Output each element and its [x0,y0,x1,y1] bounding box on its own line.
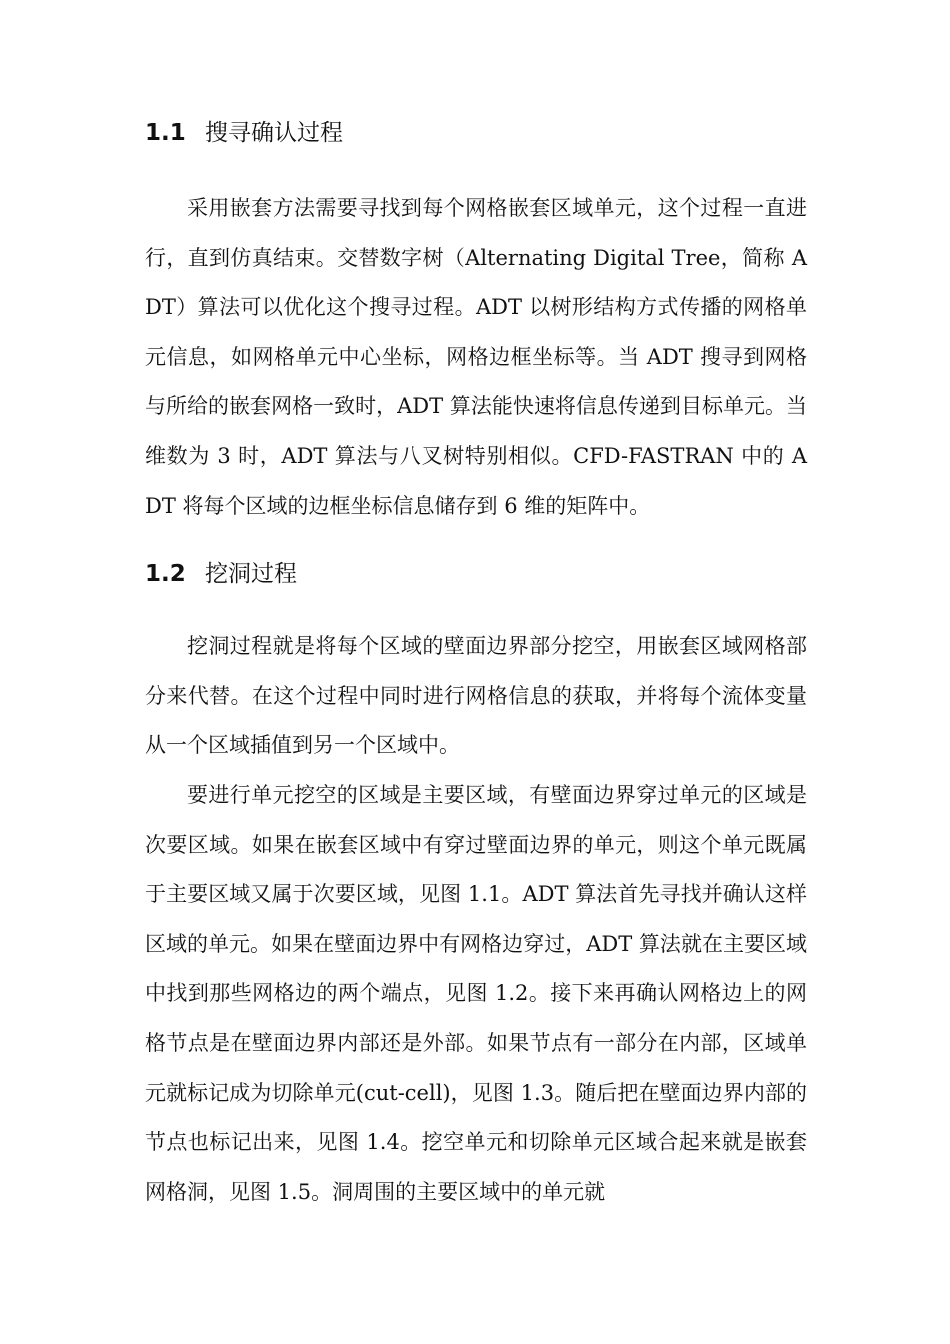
section-number: 1.1 [145,120,186,146]
section-title: 搜寻确认过程 [205,120,343,146]
section-heading-1-1 [145,118,343,148]
paragraph-hole-cutting-detail: 要进行单元挖空的区域是主要区域，有壁面边界穿过单元的区域是次要区域。如果在嵌套区域中有穿过壁面边界的单元，则这个单元既属于主要区域又属于次要区域，见图 1.1。ADT 算法首先寻找并确认这样区域的单元。如果在壁面边界中有网格边穿过，ADT 算法就在主要区域中找到那些网格边的两个端点，见图 1.2。接下来再确认网格边上的网格节点是在壁面边界内部还是外部。如果节点有一部分在内部，区域单元就标记成为切除单元(cut-cell)，见图 1.3。随后把在壁面边界内部的节点也标记出来，见图 1.4。挖空单元和切除单元区域合起来就是嵌套网格洞，见图 1.5。洞周围的主要区域中的单元就 [145,783,807,1204]
section-number: 1.2 [145,561,186,587]
paragraph-hole-cutting-intro: 挖洞过程就是将每个区域的壁面边界部分挖空，用嵌套区域网格部分来代替。在这个过程中同时进行网格信息的获取，并将每个流体变量从一个区域插值到另一个区域中。 [145,634,807,758]
paragraph-adt-search: 采用嵌套方法需要寻找到每个网格嵌套区域单元，这个过程一直进行，直到仿真结束。交替数字树（Alternating Digital Tree，简称 ADT）算法可以优化这个搜寻过程。ADT 以树形结构方式传播的网格单元信息，如网格单元中心坐标，网格边框坐标等。当 ADT 搜寻到网格与所给的嵌套网格一致时，ADT 算法能快速将信息传递到目标单元。当维数为 3 时，ADT 算法与八叉树特别相似。CFD-FASTRAN 中的 ADT 将每个区域的边框坐标信息储存到 6 维的矩阵中。 [145,196,807,518]
section-heading-1-2 [145,559,297,589]
section-title: 挖洞过程 [205,561,297,587]
